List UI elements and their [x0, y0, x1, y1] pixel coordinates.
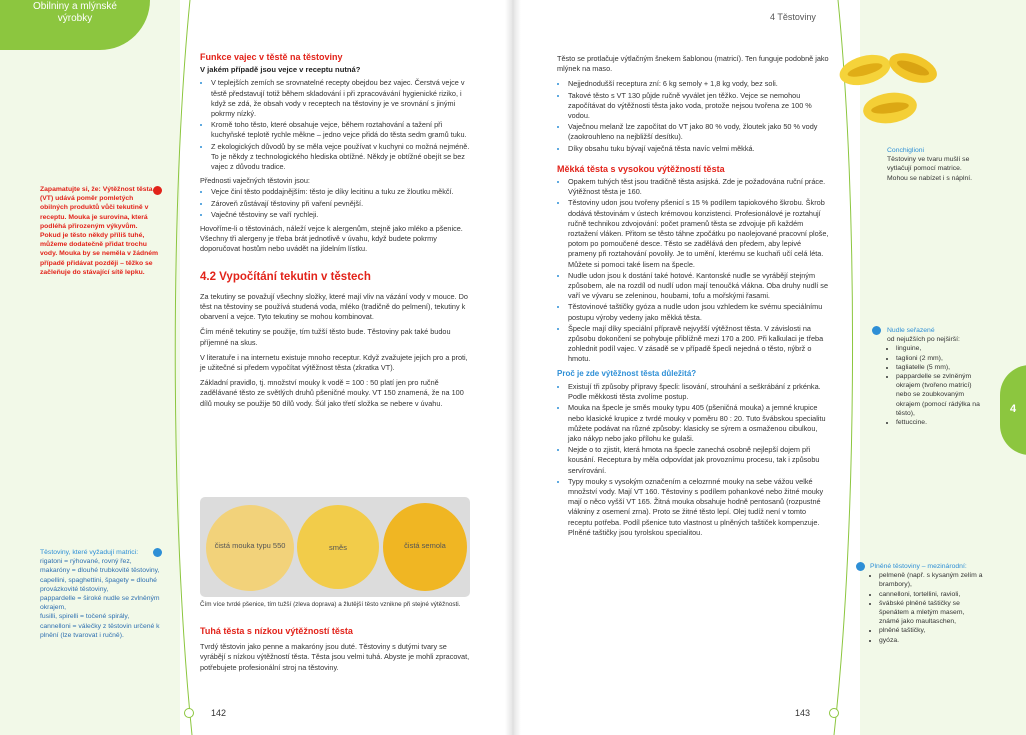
- dough-label: čistá mouka typu 550: [214, 541, 286, 550]
- list-item: • Mouka na špecle je směs mouky typu 405 (pšeničná mouka) a jemné krupice nebo klasické krupice z tvrdé mouky v poměru 80 : 20. Tuto švábskou specialitu můžete podávat na různé způsoby: klasicky se sýrem a osmaženou cibulkou, jako nákyp nebo jako přílohu ke gulaši.: [568, 403, 829, 444]
- noodles-note-title: Nudle seřazené: [887, 327, 935, 334]
- conchiglioni-caption-title: Conchiglioni: [887, 147, 925, 154]
- matrix-line: capellini, spaghettini, špagety = dlouhé provázkovité těstoviny,: [40, 576, 157, 593]
- list-item: • cannelloni, tortellini, ravioli,: [879, 590, 985, 599]
- dough-photo-caption: Čím více tvrdé pšenice, tím tužší (zleva doprava) a žlutější těsto vznikne při stejné výtěžnosti.: [200, 601, 461, 608]
- list-item: • fettuccine.: [896, 418, 982, 427]
- why-bullets: [557, 382, 829, 538]
- red-margin-note: Zapamatujte si, že: Výtěžnost těsta (VT) udává poměr pomletých obilných produktů vůči tekutině v receptu. Mouka je surovina, která podléhá přirozeným výkyvům. Pokud je těsto někdy příliš tuhé, můžeme dodatečně přidat trochu vody. Mouka by se neměla v žádném případě přidávat později – těžko se začleňuje do stávající sítě lepku.: [40, 186, 159, 276]
- matrix-line: pappardelle = široké nudle se zvlněným okrajem,: [40, 595, 160, 612]
- left-main-column: [200, 52, 470, 414]
- stiff-doughs-paragraph: Tvrdý těstovin jako penne a makaróny jsou duté. Těstoviny s dutými tvary se vyrábějí s nízkou výtěžností těsta. Těsta jsou velmi tuhá. Abyste je mohli zpracovat, potřebujete profesionální stroj na těstoviny.: [200, 642, 470, 672]
- section-eggs-title: Funkce vajec v těstě na těstoviny: [200, 52, 343, 62]
- right-main-column: [557, 54, 829, 542]
- list-item: • Zároveň zůstávají těstoviny při vaření pevnější.: [211, 199, 470, 209]
- list-item: • linguine,: [896, 344, 982, 353]
- intro-bullets: [557, 79, 829, 153]
- page-corner-circle: [184, 708, 194, 718]
- page-number-right: 143: [795, 708, 811, 718]
- conchiglioni-caption: [887, 146, 982, 183]
- list-item: • Z ekologických důvodů by se měla vejce používat v kuchyni co možná nejméně. To je někdy z technologického hlediska obtížné. Někdy je obtížné obejít se bez vajec z důvodu tradice.: [211, 142, 470, 173]
- noodles-list: [887, 344, 982, 427]
- page-corner-circle: [829, 708, 839, 718]
- liquids-paragraph-4: Základní pravidlo, tj. množství mouky k vodě = 100 : 50 platí jen pro ručně zadělávané těsto ze světlých druhů pšeničné mouky. VT 150 znamená, že na 100 dílů mouky se použije 50 dílů vody. Šúl jako třetí složka se nebere v úvahu.: [200, 378, 464, 408]
- list-item: • Nudle udon jsou k dostání také hotové. Kantonské nudle se vyrábějí stejným způsobem, ale na rozdíl od nudlí udon mají tenoučká vlákna. Oba druhy nudlí se vaří ve vývaru se zeleninou, houbami, tofu a mořskými řasami.: [568, 271, 829, 302]
- list-item: • Nejjednodušší receptura zní: 6 kg semoly + 1,8 kg vody, bez soli.: [568, 79, 829, 89]
- section-why-title: Proč je zde výtěžnost těsta důležitá?: [557, 368, 697, 378]
- list-item: • Typy mouky s vysokým označením a celozrnné mouky na sebe vážou velké množství vody. Mají VT 160. Těstoviny s podílem pohankové nebo žitné mouky mají o něco vyšší VT 165. Žitná mouka obsahuje hodně pentosanů (rozpustné vlákniny z osemení zrna). Proto se žitné těsto lepí. Olej tudíž není v tomto receptu potřeba. Podíl pšenice tuto vlastnost u plněných taštiček kompenzuje. Plněné taštičky jsou tyrolskou specialitou.: [568, 477, 829, 538]
- dough-disc-semola: [383, 503, 467, 591]
- chapter-title-right: 4 Těstoviny: [770, 12, 816, 22]
- list-item: • Těstovinové taštičky gyóza a nudle udon jsou vzhledem ke svému speciálnímu postupu výroby vedeny jako měkká těsta.: [568, 302, 829, 322]
- section-eggs-question: V jakém případě jsou vejce v receptu nutná?: [200, 65, 361, 75]
- extruder-intro: Těsto se protlačuje výtlačným šnekem šablonou (matricí). Ten funguje podobně jako mlýnek na maso.: [557, 54, 829, 74]
- list-item: • švábské plněné taštičky se špenátem a mletým masem, známé jako maultaschen,: [879, 599, 985, 627]
- list-item: • gyóza.: [879, 636, 985, 645]
- allergen-paragraph: Hovoříme-li o těstovinách, náleží vejce k alergenům, stejně jako mléko a pšenice. Všechny tři alergeny je třeba brát jednotlivě v úvahu, když budete pokrmy doporučovat hostům nebo uvádět na jídelním lístku.: [200, 224, 463, 254]
- conchiglioni-caption-text: Těstoviny ve tvaru mušlí se vytlačují pomocí matrice. Mohou se nabízet i s náplní.: [887, 156, 973, 182]
- section-stiff-doughs-title: Tuhá těsta s nízkou výtěžností těsta: [200, 626, 353, 636]
- list-item: • Existují tři způsoby přípravy špecli: lisování, strouhání a seškrábání z prkénka. Podle měkkosti těsta zvolíme postup.: [568, 382, 829, 402]
- list-item: • Vejce činí těsto poddajnějším: těsto je díky lecitinu a tuku ze žloutku měkčí.: [211, 187, 470, 197]
- blue-note-dot: [872, 326, 881, 335]
- section-soft-doughs-title: Měkká těsta s vysokou výtěžností těsta: [557, 163, 725, 174]
- chapter-side-tab-label: 4: [1010, 403, 1017, 415]
- list-item: • V teplejších zemích se srovnatelné recepty obejdou bez vajec. Čerstvá vejce v těstě představují totiž během skladování i při zpracovávání hygienické riziko, i když se zdá, že obsah vody v receptech na těstoviny je ve srovnání s jinými pokrmy nízký.: [211, 78, 470, 119]
- chapter-corner-line2: výrobky: [57, 13, 93, 24]
- eggs-bullets: [200, 78, 470, 172]
- liquids-paragraph-1: Za tekutiny se považují všechny složky, které mají vliv na vázání vody v mouce. Do těst na těstoviny se používá studená voda, mléko (tradičně do pelmení), tekutiny k obarvení a vejce. Tyto tekutiny se mohou kombinovat.: [200, 291, 468, 322]
- dough-disc-mix: [297, 505, 379, 589]
- list-item: • Nejde o to zjistit, která hmota na špecle zanechá osobně nejlepší dojem při kousání. Receptura by měla odpovídat jak provoznímu procesu, tak i způsobu servírování.: [568, 445, 829, 476]
- liquids-paragraph-3: V literatuře i na internetu existuje mnoho receptur. Když zvažujete jejich pro a proti, je užitečné si předem vypočítat výtěžnost těsta (zkratka VT).: [200, 352, 468, 373]
- list-item: • Takové těsto s VT 130 půjde ručně vyválet jen těžko. Vejce se nemohou započítávat do výtěžnosti těsta jako voda, protože nejsou tvořena ze 100 % vodou.: [568, 91, 829, 122]
- left-bottom-section: [200, 626, 470, 678]
- list-item: • Špecle mají díky speciální přípravě nejvyšší výtěžnost těsta. V závislosti na způsobu dokončení se pohybuje přibližně mezi 170 a 200. Při kalkulaci je třeba zohlednit podíl vajec. V zásadě se v případě špecli nejedná o těsto, nýbrž o hmotu.: [568, 324, 829, 365]
- matrix-pasta-note: [40, 548, 165, 640]
- list-item: • Těstoviny udon jsou tvořeny pšenicí s 15 % podílem tapiokového škrobu. Škrob dodává těstovinám v ústech krémovou konzistenci. Profesionálové je roztahují ručně technikou zdvojování: počet pramenů těsta se zdvojuje při každém roztažení vláken. Přitom se těsto táhne zpočátku po naolejované pracovní ploše, potom po pomoučené desce. Těsto se zadělává den předem, aby lepivé prameny při roztahování povolily. Je to umění, kterému se kuchaři učí celá léta. Můžete si pomoci také lisem na špecle.: [568, 198, 829, 269]
- section-4-2-title: 4.2 Vypočítání tekutin v těstech: [200, 270, 371, 283]
- list-item: • plněné taštičky,: [879, 626, 985, 635]
- filled-pasta-title: Plněné těstoviny – mezinárodní:: [870, 563, 967, 570]
- egg-advantages-list: [200, 187, 470, 220]
- list-item: • Vaječné těstoviny se vaří rychleji.: [211, 210, 470, 220]
- page-number-left: 142: [211, 708, 227, 718]
- matrix-line: rigatoni = rýhované, rovný řez,: [40, 558, 132, 566]
- filled-pasta-list: [870, 571, 985, 645]
- dough-label: směs: [329, 543, 347, 552]
- matrix-line: makaróny = dlouhé trubkovité těstoviny,: [40, 567, 160, 575]
- matrix-note-title: Těstoviny, které vyžadují matrici:: [40, 549, 139, 556]
- noodles-note-subtitle: od nejužších po nejširší:: [887, 336, 960, 344]
- list-item: • pappardelle se zvlněným okrajem (tvořeno matricí) nebo se zoubkovaným okrajem (pomocí rádýlka na těsto),: [896, 372, 982, 418]
- list-item: • tagliatelle (5 mm),: [896, 363, 982, 372]
- conchiglioni-photo: [835, 40, 945, 140]
- list-item: • Vaječnou melanž lze započítat do VT jako 80 % vody, žloutek jako 50 % vody (zaokrouhleno na nejbližší desítku).: [568, 122, 829, 142]
- chapter-corner-line1: Obilniny a mlýnské: [33, 1, 117, 12]
- list-item: • taglioni (2 mm),: [896, 354, 982, 363]
- list-item: • pelmeně (např. s kysaným zelím a brambory),: [879, 571, 985, 589]
- list-item: • Kromě toho těsto, které obsahuje vejce, během roztahování a tažení při kuchyňské teplotě rychle měkne – jedno vejce přidá do těsta sedm gramů tuku.: [211, 120, 470, 140]
- dough-photo: [200, 497, 470, 597]
- matrix-line: cannelloni = válečky z těstovin určené k plnění (lze tvarovat i ručně).: [40, 622, 160, 639]
- list-item: • Díky obsahu tuku bývají vaječná těsta navíc velmi měkká.: [568, 144, 829, 154]
- liquids-paragraph-2: Čím méně tekutiny se použije, tím tužší těsto bude. Těstoviny pak také budou příjemné na skus.: [200, 327, 451, 347]
- noodles-note: [887, 326, 982, 427]
- list-item: • Opakem tuhých těst jsou tradičně těsta asijská. Zde je požadována ruční práce. Výtěžnost těsta je 160.: [568, 177, 829, 197]
- matrix-line: fusilli, spirelli = točené spirály,: [40, 613, 130, 621]
- filled-pasta-note: [870, 562, 985, 645]
- blue-note-dot: [856, 562, 865, 571]
- dough-label: čistá semola: [404, 541, 446, 550]
- egg-advantages-title: Přednosti vaječných těstovin jsou:: [200, 176, 310, 186]
- dough-disc-flour: [206, 505, 294, 591]
- soft-doughs-bullets: [557, 177, 829, 365]
- book-gutter: [505, 0, 521, 735]
